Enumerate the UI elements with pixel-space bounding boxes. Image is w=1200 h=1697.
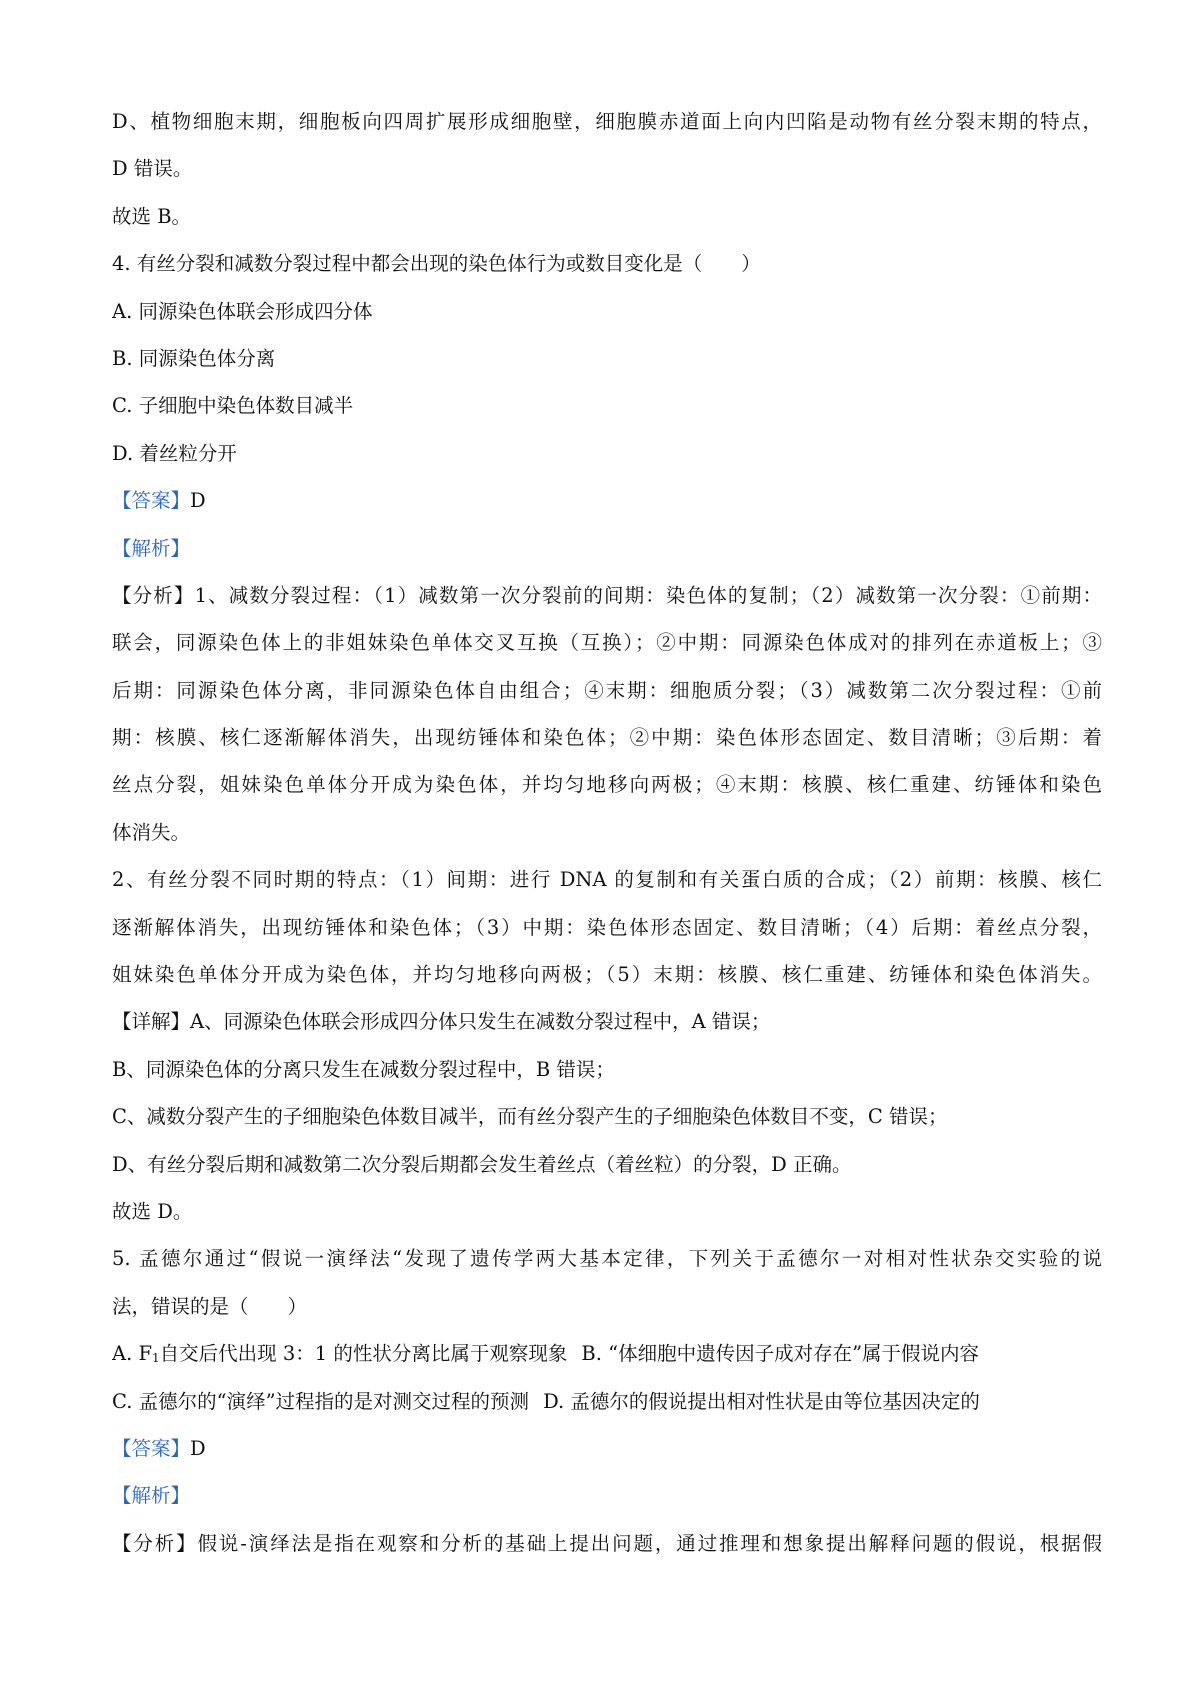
question-5-answer <box>112 1425 1102 1472</box>
detail-line: D、有丝分裂后期和减数第二次分裂后期都会发生着丝点（着丝粒）的分裂，D 正确。 <box>112 1152 852 1176</box>
question-4-stem: 4. 有丝分裂和减数分裂过程中都会出现的染色体行为或数目变化是（ ） <box>112 252 761 276</box>
paragraph-line: D、植物细胞末期，细胞板向四周扩展形成细胞壁，细胞膜赤道面上向内凹陷是动物有丝分裂末期的特点， <box>112 110 1102 133</box>
analysis-line: 期：核膜、核仁逐渐解体消失，出现纺锤体和染色体；②中期：染色体形态固定、数目清晰；③后期：着 <box>112 726 1102 750</box>
analysis-line: 后期：同源染色体分离，非同源染色体自由组合；④末期：细胞质分裂；（3）减数第二次分裂过程：①前 <box>112 678 1102 702</box>
detail-line: C、减数分裂产生的子细胞染色体数目减半，而有丝分裂产生的子细胞染色体数目不变，C 错误； <box>112 1105 948 1129</box>
answer-tag: 【答案】 <box>112 1436 191 1460</box>
xiangjie-tag: 【详解】 <box>112 1010 191 1034</box>
detail-line <box>112 998 1102 1045</box>
analysis-line: 联会，同源染色体上的非姐妹染色单体交叉互换（互换）；②中期：同源染色体成对的排列在赤道板上；③ <box>112 631 1102 655</box>
question-4-option-d: D. 着丝粒分开 <box>112 441 237 465</box>
analysis-line: 逐渐解体消失，出现纺锤体和染色体；（3）中期：染色体形态固定、数目清晰；（4）后期：着丝点分裂， <box>112 915 1102 939</box>
detail-line: 故选 D。 <box>112 1199 193 1223</box>
analysis-line: 姐妹染色单体分开成为染色体，并均匀地移向两极；（5）末期：核膜、核仁重建、纺锤体和染色体消失。 <box>112 963 1102 987</box>
analysis-line: 2、有丝分裂不同时期的特点：（1）间期：进行 DNA 的复制和有关蛋白质的合成；（2）前期：核膜、核仁 <box>112 868 1102 892</box>
question-5-stem: 法，错误的是（ ） <box>112 1294 308 1318</box>
question-4-option-b: B. 同源染色体分离 <box>112 346 276 370</box>
analysis-line: 丝点分裂，姐妹染色单体分开成为染色体，并均匀地移向两极；④末期：核膜、核仁重建、纺锤体和染色 <box>112 773 1102 797</box>
question-4-option-a: A. 同源染色体联会形成四分体 <box>112 299 373 323</box>
option-a-prefix: A. F <box>112 1342 153 1366</box>
analysis-text: 1、减数分裂过程：（1）减数第一次分裂前的间期：染色体的复制；（2）减数第一次分裂：①前期： <box>194 583 1102 607</box>
answer-value: D <box>190 489 206 513</box>
paragraph-line: 故选 B。 <box>112 204 192 228</box>
option-a-text: 自交后代出现 3：1 的性状分离比属于观察现象 <box>159 1342 568 1366</box>
question-4-option-c: C. 子细胞中染色体数目减半 <box>112 394 354 418</box>
analysis-line: 体消失。 <box>112 820 191 844</box>
subscript: 1 <box>152 1351 160 1366</box>
fenxi-tag: 【分析】 <box>112 1531 198 1555</box>
detail-line: B、同源染色体的分离只发生在减数分裂过程中，B 错误； <box>112 1057 615 1081</box>
analysis-tag: 【解析】 <box>112 536 191 560</box>
question-5-option-d: D. 孟德尔的假说提出相对性状是由等位基因决定的 <box>543 1389 980 1413</box>
analysis-line <box>112 1520 1102 1567</box>
question-4-answer <box>112 477 1102 524</box>
question-5-stem: 5. 孟德尔通过“假说一演绎法“发现了遗传学两大基本定律，下列关于孟德尔一对相对性状杂交实验的说 <box>112 1247 1102 1271</box>
fenxi-tag: 【分析】 <box>112 583 195 607</box>
paragraph-line: D 错误。 <box>112 157 193 181</box>
answer-tag: 【答案】 <box>112 489 191 513</box>
analysis-text: 假说-演绎法是指在观察和分析的基础上提出问题，通过推理和想象提出解释问题的假说，根据假 <box>197 1531 1102 1555</box>
question-4-analysis-heading <box>112 525 1102 572</box>
document-page <box>112 98 1102 1567</box>
analysis-tag: 【解析】 <box>112 1484 191 1508</box>
answer-value: D <box>190 1436 206 1460</box>
detail-text: A、同源染色体联会形成四分体只发生在减数分裂过程中，A 错误； <box>190 1010 771 1034</box>
question-5-options-cd <box>112 1378 1102 1425</box>
question-5-option-a <box>112 1330 567 1377</box>
question-5-option-b: B. “体细胞中遗传因子成对存在”属于假说内容 <box>581 1342 980 1366</box>
question-5-analysis-heading <box>112 1472 1102 1519</box>
question-5-options-ab <box>112 1330 1102 1377</box>
question-5-option-c: C. 孟德尔的“演绎”过程指的是对测交过程的预测 <box>112 1389 530 1413</box>
analysis-line <box>112 572 1102 619</box>
